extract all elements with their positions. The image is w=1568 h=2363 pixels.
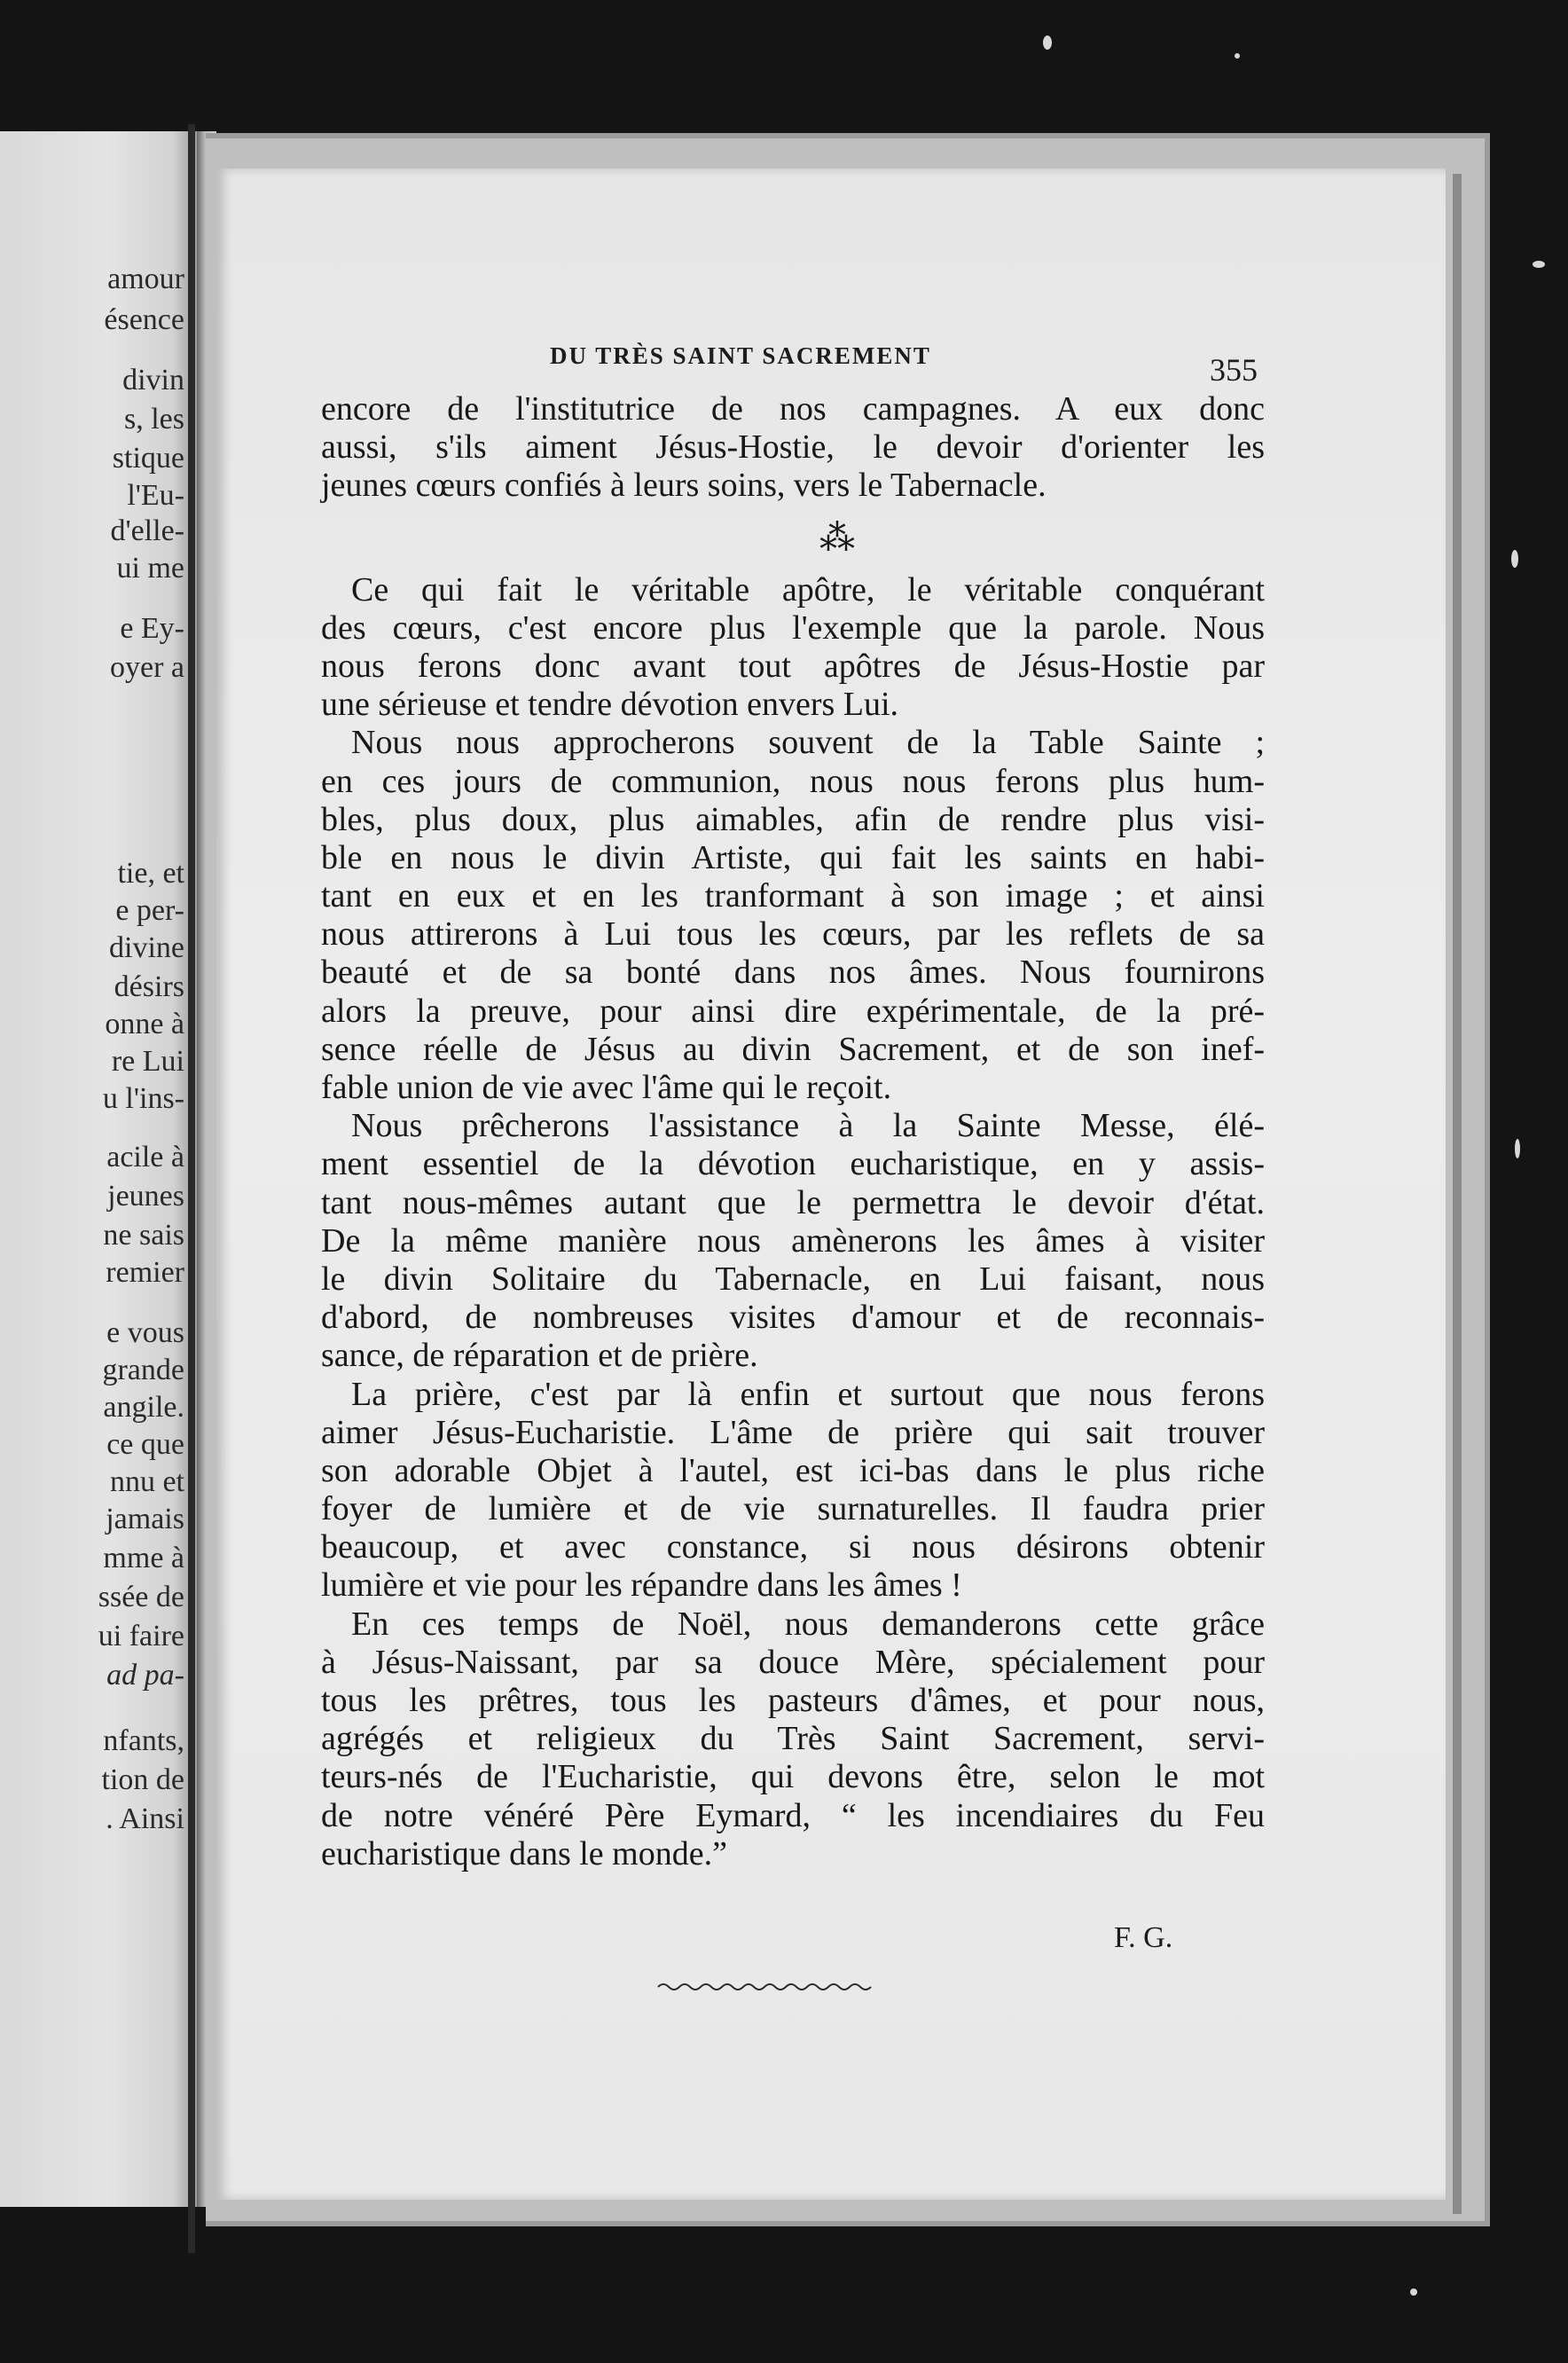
body-line: d'abord, de nombreuses visites d'amour et de reconnais-	[321, 1299, 1265, 1337]
previous-page-line: ui me	[116, 552, 184, 585]
page-body	[321, 390, 1265, 1873]
body-line: en ces jours de communion, nous nous ferons plus hum-	[321, 762, 1265, 800]
body-line: nous ferons donc avant tout apôtres de Jésus-Hostie par	[321, 647, 1265, 685]
running-head: DU TRÈS SAINT SACREMENT	[550, 342, 931, 369]
page-number: 355	[1210, 352, 1258, 388]
body-line: alors la preuve, pour ainsi dire expérimentale, de la pré-	[321, 992, 1265, 1030]
body-line: tous les prêtres, tous les pasteurs d'âmes, et pour nous,	[321, 1682, 1265, 1719]
body-line: aimer Jésus-Eucharistie. L'âme de prière qui sait trouver	[321, 1413, 1265, 1451]
previous-page-line: stique	[112, 442, 184, 475]
previous-page-line: mme à	[103, 1542, 184, 1574]
body-line: jeunes cœurs confiés à leurs soins, vers le Tabernacle.	[321, 467, 1047, 505]
previous-page-line: u l'ins-	[102, 1082, 184, 1115]
previous-page-line: amour	[107, 263, 184, 295]
body-line: beauté et de sa bonté dans nos âmes. Nous fournirons	[321, 954, 1265, 992]
section-asterism: ⁂	[819, 517, 855, 558]
previous-page-line: jamais	[106, 1503, 184, 1535]
previous-page-line: divine	[109, 931, 184, 964]
previous-page-line: e per-	[115, 894, 184, 927]
previous-page-line: jeunes	[107, 1180, 184, 1213]
previous-page-line: divin	[122, 364, 184, 396]
body-line: son adorable Objet à l'autel, est ici-bas dans le plus riche	[321, 1451, 1265, 1489]
previous-page-line: ssée de	[98, 1581, 184, 1613]
body-line: En ces temps de Noël, nous demanderons cette grâce	[351, 1605, 1265, 1643]
body-line: sence réelle de Jésus au divin Sacrement, et de son inef-	[321, 1030, 1265, 1068]
dust-speck	[1410, 2288, 1417, 2296]
body-line: ment essentiel de la dévotion eucharistique, en y assis-	[321, 1145, 1265, 1183]
body-line: le divin Solitaire du Tabernacle, en Lui faisant, nous	[321, 1260, 1265, 1298]
previous-page-line: ad pa-	[106, 1659, 184, 1692]
body-line: ble en nous le divin Artiste, qui fait les saints en habi-	[321, 838, 1265, 876]
body-line: La prière, c'est par là enfin et surtout que nous ferons	[351, 1375, 1265, 1413]
previous-page-line: ui faire	[98, 1620, 184, 1653]
previous-page-line: nfants,	[103, 1724, 184, 1757]
body-line: bles, plus doux, plus aimables, afin de rendre plus visi-	[321, 800, 1265, 838]
dust-speck	[1533, 261, 1545, 268]
previous-page-line: . Ainsi	[106, 1802, 184, 1835]
body-line: une sérieuse et tendre dévotion envers Lui.	[321, 686, 899, 724]
previous-page-line: acile à	[106, 1141, 184, 1174]
body-line: Ce qui fait le véritable apôtre, le véritable conquérant	[351, 570, 1265, 608]
body-line: à Jésus-Naissant, par sa douce Mère, spécialement pour	[321, 1643, 1265, 1681]
dust-speck	[1511, 550, 1518, 568]
body-line: aussi, s'ils aiment Jésus-Hostie, le devoir d'orienter les	[321, 428, 1265, 467]
body-line: tant nous-mêmes autant que le permettra le devoir d'état.	[321, 1183, 1265, 1221]
body-line: foyer de lumière et de vie surnaturelles. Il faudra prier	[321, 1490, 1265, 1528]
page-stack-inner-edge	[1453, 174, 1462, 2214]
previous-page-line: grande	[102, 1354, 184, 1386]
page-edge-shadow	[188, 124, 195, 2253]
previous-page-line: e vous	[106, 1316, 184, 1349]
previous-page-line: ne sais	[103, 1219, 184, 1252]
previous-page-line: remier	[106, 1256, 184, 1289]
previous-page-line: tie, et	[117, 857, 184, 890]
previous-page-line: oyer a	[109, 651, 184, 684]
previous-page-line: e Ey-	[120, 612, 184, 645]
dust-speck	[1043, 35, 1052, 50]
tail-ornament-icon	[656, 1978, 878, 1996]
body-line: nous attirerons à Lui tous les cœurs, par les reflets de sa	[321, 915, 1265, 954]
previous-page-line: d'elle-	[110, 514, 184, 547]
body-line: Nous nous approcherons souvent de la Table Sainte ;	[351, 724, 1265, 762]
body-line: De la même manière nous amènerons les âmes à visiter	[321, 1221, 1265, 1260]
body-line: de notre vénéré Père Eymard, “ les incendiaires du Feu	[321, 1796, 1265, 1834]
previous-page-line: re Lui	[111, 1045, 184, 1078]
previous-page-line: s, les	[124, 403, 184, 436]
dust-speck	[1235, 53, 1240, 59]
previous-page-line: nnu et	[109, 1465, 184, 1498]
body-line: encore de l'institutrice de nos campagnes. A eux donc	[321, 390, 1265, 428]
previous-page-line: ce que	[106, 1428, 184, 1461]
body-line: teurs-nés de l'Eucharistie, qui devons être, selon le mot	[321, 1758, 1265, 1796]
previous-page-line: onne à	[105, 1008, 184, 1040]
body-line: lumière et vie pour les répandre dans les âmes !	[321, 1566, 962, 1605]
body-line: tant en eux et en les tranformant à son image ; et ainsi	[321, 877, 1265, 915]
body-line: Nous prêcherons l'assistance à la Sainte Messe, élé-	[351, 1107, 1265, 1145]
body-line: beaucoup, et avec constance, si nous désirons obtenir	[321, 1528, 1265, 1566]
previous-page-line: tion de	[101, 1763, 184, 1796]
body-line: sance, de réparation et de prière.	[321, 1337, 758, 1375]
author-signature: F. G.	[1114, 1921, 1173, 1954]
previous-page-fragment	[0, 131, 197, 2207]
previous-page-line: angile.	[103, 1391, 184, 1424]
body-line: agrégés et religieux du Très Saint Sacrement, servi-	[321, 1720, 1265, 1758]
body-line: des cœurs, c'est encore plus l'exemple que la parole. Nous	[321, 608, 1265, 647]
previous-page-line: désirs	[114, 970, 184, 1003]
dust-speck	[1515, 1139, 1520, 1158]
previous-page-line: l'Eu-	[127, 479, 184, 512]
body-line: fable union de vie avec l'âme qui le reçoit.	[321, 1069, 892, 1106]
body-line: eucharistique dans le monde.”	[321, 1834, 727, 1872]
previous-page-line: ésence	[104, 303, 184, 336]
